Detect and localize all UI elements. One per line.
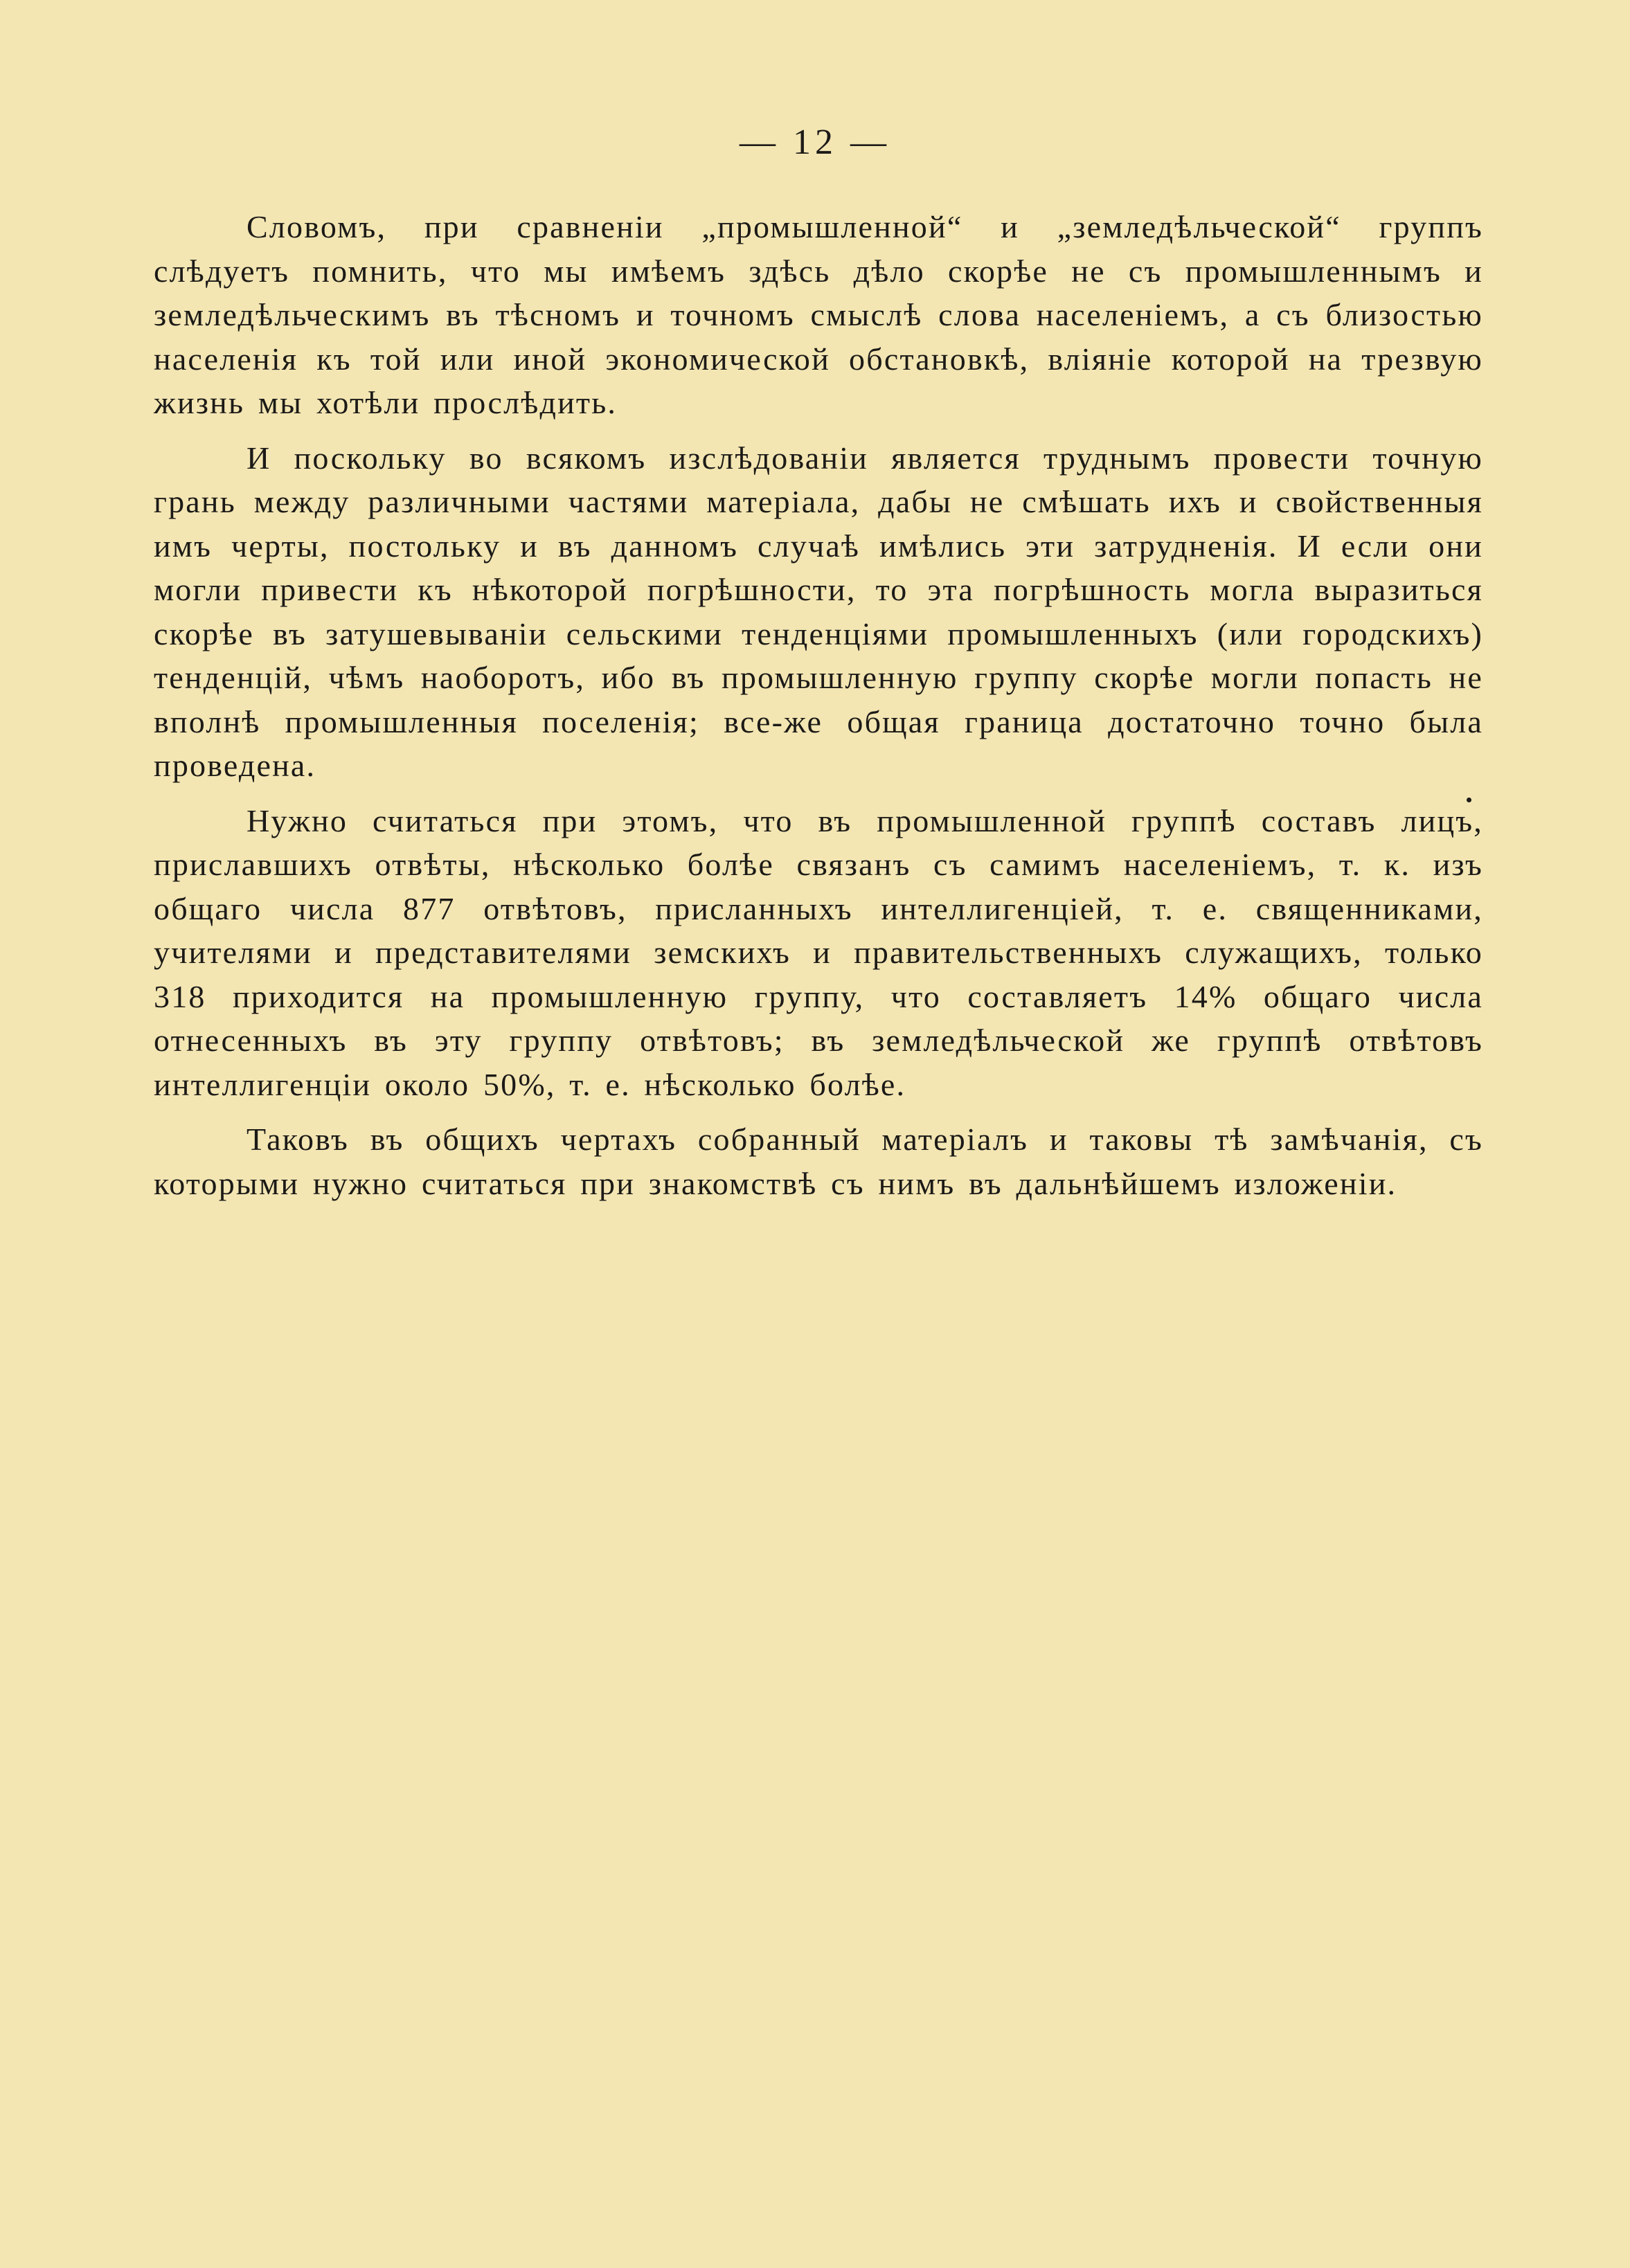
paragraph-4: Таковъ въ общихъ чертахъ собранный матеріалъ и таковы тѣ замѣчанія, съ которыми нужно считаться при знакомствѣ съ нимъ въ дальнѣйшемъ изложеніи.: [154, 1122, 1483, 1201]
body-text: [154, 205, 1483, 1205]
paragraph-3: Нужно считаться при этомъ, что въ промышленной группѣ составъ лицъ, приславшихъ отвѣты, нѣсколько болѣе связанъ съ самимъ населеніемъ, т. к. изъ общаго числа 877 отвѣтовъ, присланныхъ интеллигенціей, т. е. священниками, учителями и представителями земскихъ и правительственныхъ служащихъ, только 318 приходится на промышленную группу, что составляетъ 14% общаго числа отнесенныхъ въ эту группу отвѣтовъ; въ земледѣльческой же группѣ отвѣтовъ интеллигенціи около 50%, т. е. нѣсколько болѣе.: [154, 802, 1483, 1102]
paragraph-2: И поскольку во всякомъ изслѣдованіи является труднымъ провести точную грань между различными частями матеріала, дабы не смѣшать ихъ и свойственныя имъ черты, постольку и въ данномъ случаѣ имѣлись эти затрудненія. И если они могли привести къ нѣкоторой погрѣшности, то эта погрѣшность могла выразиться скорѣе въ затушевываніи сельскими тенденціями промышленныхъ (или городскихъ) тенденцій, чѣмъ наоборотъ, ибо въ промышленную группу скорѣе могли попасть не вполнѣ промышленныя поселенія; все-же общая граница достаточно точно была проведена.: [154, 440, 1483, 783]
paragraph-1: Словомъ, при сравненіи „промышленной“ и „земледѣльческой“ группъ слѣдуетъ помнить, что мы имѣемъ здѣсь дѣло скорѣе не съ промышленнымъ и земледѣльческимъ въ тѣсномъ и точномъ смыслѣ слова населеніемъ, а съ близостью населенія къ той или иной экономической обстановкѣ, вліяніе которой на трезвую жизнь мы хотѣли прослѣдить.: [154, 209, 1483, 420]
print-speck: [1467, 798, 1471, 802]
page-number: — 12 —: [740, 123, 890, 162]
